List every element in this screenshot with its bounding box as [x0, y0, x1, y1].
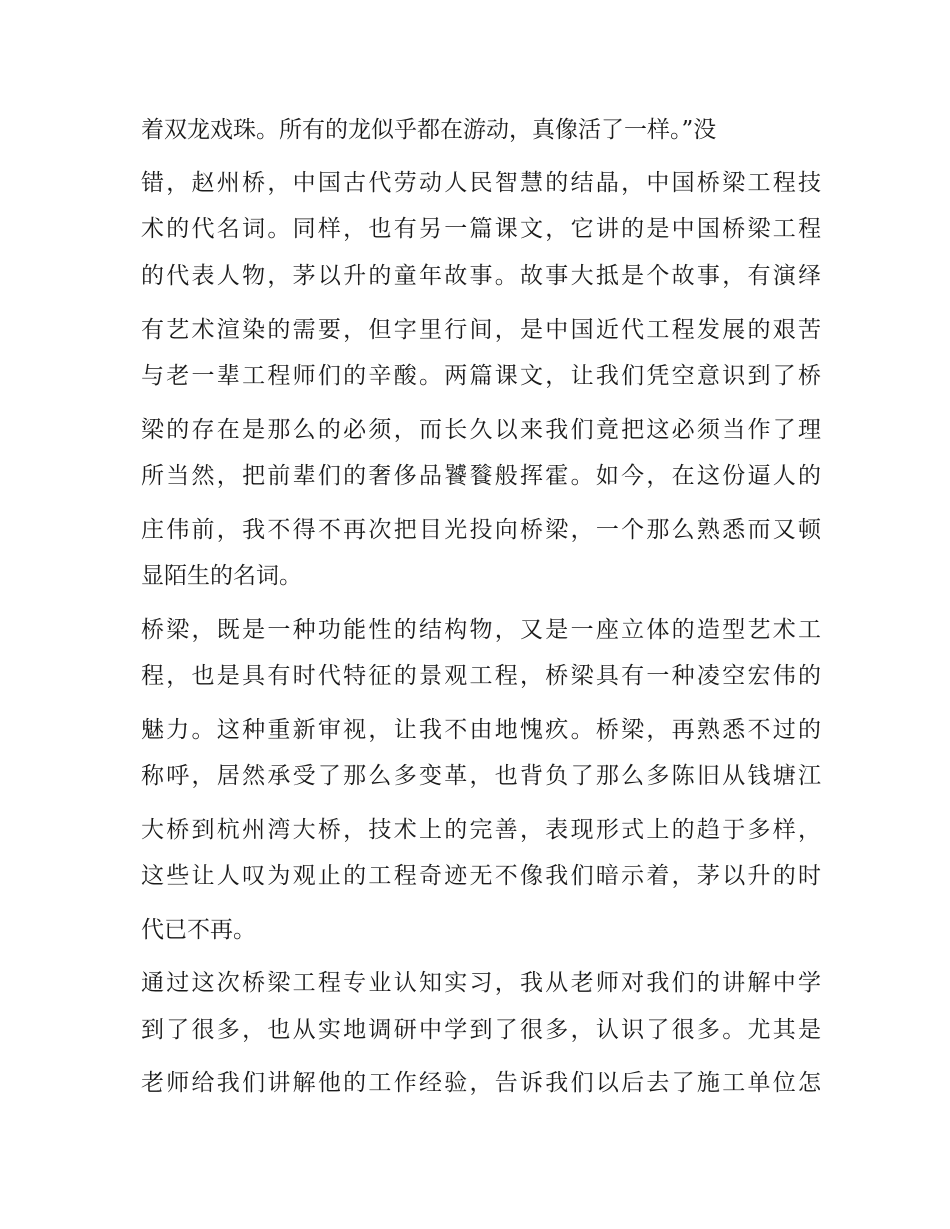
text-line: 有艺术渲染的需要，但字里行间，是中国近代工程发展的艰苦 — [141, 317, 821, 343]
text-line: 的代表人物，茅以升的童年故事。故事大抵是个故事，有演绎 — [141, 263, 821, 289]
text-line: 梁的存在是那么的必须，而长久以来我们竟把这必须当作了理 — [141, 417, 821, 443]
text-line: 着双龙戏珠。所有的龙似乎都在游动，真像活了一样。”没 — [141, 117, 717, 143]
text-line: 老师给我们讲解他的工作经验，告诉我们以后去了施工单位怎 — [141, 1070, 821, 1096]
text-line: 代已不再。 — [141, 917, 256, 943]
text-line: 庄伟前，我不得不再次把目光投向桥梁，一个那么熟悉而又顿 — [141, 517, 821, 543]
text-line: 通过这次桥梁工程专业认知实习，我从老师对我们的讲解中学 — [141, 970, 821, 996]
text-line: 术的代名词。同样，也有另一篇课文，它讲的是中国桥梁工程 — [141, 216, 821, 242]
text-line: 桥梁，既是一种功能性的结构物，又是一座立体的造型艺术工 — [141, 617, 821, 643]
text-line: 程，也是具有时代特征的景观工程，桥梁具有一种凌空宏伟的 — [141, 663, 821, 689]
text-line: 这些让人叹为观止的工程奇迹无不像我们暗示着，茅以升的时 — [141, 863, 821, 889]
text-line: 到了很多，也从实地调研中学到了很多，认识了很多。尤其是 — [141, 1017, 821, 1043]
text-line: 大桥到杭州湾大桥，技术上的完善，表现形式上的趋于多样， — [141, 817, 821, 843]
text-line: 称呼，居然承受了那么多变革，也背负了那么多陈旧从钱塘江 — [141, 763, 821, 789]
text-line: 所当然，把前辈们的奢侈品饕餮般挥霍。如今，在这份逼人的 — [141, 463, 821, 489]
text-line: 与老一辈工程师们的辛酸。两篇课文，让我们凭空意识到了桥 — [141, 363, 821, 389]
text-line: 魅力。这种重新审视，让我不由地愧疚。桥梁，再熟悉不过的 — [141, 717, 821, 743]
text-line: 错，赵州桥，中国古代劳动人民智慧的结晶，中国桥梁工程技 — [141, 170, 821, 196]
text-line: 显陌生的名词。 — [141, 563, 302, 589]
